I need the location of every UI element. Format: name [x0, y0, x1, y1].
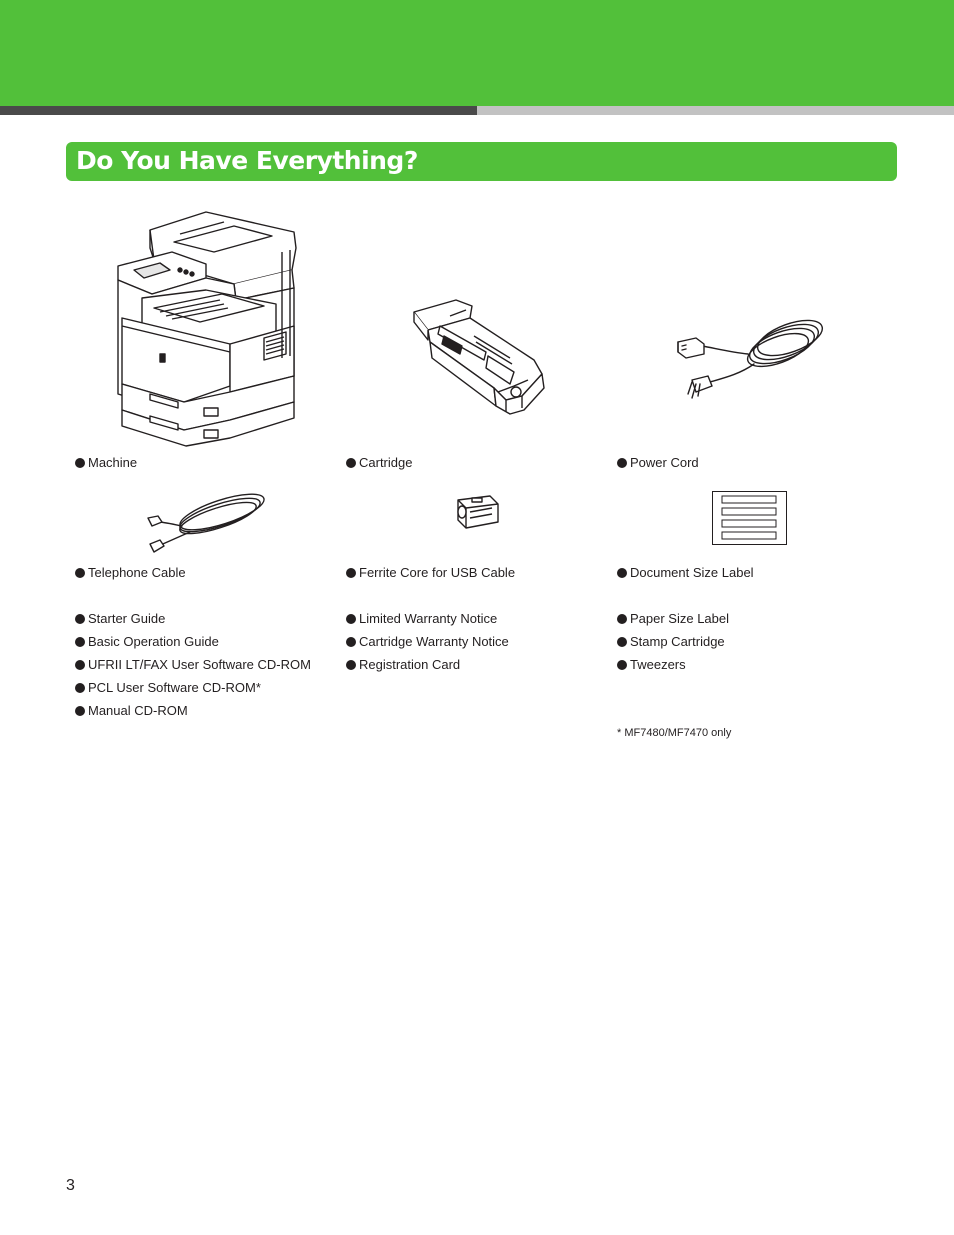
item-cartridge — [346, 455, 412, 471]
bullet-icon — [75, 568, 85, 578]
bullet-icon — [75, 614, 85, 624]
power-cord-illustration — [670, 312, 830, 404]
item-label: Stamp Cartridge — [630, 634, 725, 649]
item-label: Tweezers — [630, 657, 686, 672]
page-number: 3 — [66, 1177, 75, 1194]
item-label: Cartridge — [359, 455, 413, 470]
item-label: Basic Operation Guide — [88, 634, 219, 649]
item-label: UFRII LT/FAX User Software CD-ROM — [88, 657, 311, 672]
list-item — [346, 634, 509, 650]
item-label: Telephone Cable — [88, 565, 186, 580]
item-label: Cartridge Warranty Notice — [359, 634, 509, 649]
bullet-icon — [75, 683, 85, 693]
item-label: Power Cord — [630, 455, 699, 470]
item-label: Manual CD-ROM — [88, 703, 188, 718]
bullet-icon — [346, 458, 356, 468]
title-bar — [66, 142, 897, 181]
item-machine — [75, 455, 137, 471]
item-label: Registration Card — [359, 657, 461, 672]
list-item — [75, 634, 219, 650]
bullet-icon — [617, 568, 627, 578]
list-item — [617, 611, 729, 627]
list-item — [75, 703, 188, 719]
cartridge-illustration — [410, 296, 550, 416]
list-item — [75, 611, 165, 627]
item-telephone-cable — [75, 565, 186, 581]
header-rule-light — [477, 106, 954, 115]
bullet-icon — [75, 660, 85, 670]
machine-illustration — [114, 208, 300, 448]
item-label: Limited Warranty Notice — [359, 611, 498, 626]
bullet-icon — [346, 637, 356, 647]
list-item — [617, 657, 686, 673]
list-item — [617, 634, 725, 650]
item-label: Machine — [88, 455, 138, 470]
bullet-icon — [617, 637, 627, 647]
item-label: Document Size Label — [630, 565, 754, 580]
list-item — [346, 657, 460, 673]
top-green-band — [0, 0, 954, 106]
footnote: * MF7480/MF7470 only — [617, 727, 732, 739]
header-rule-dark — [0, 106, 477, 115]
bullet-icon — [75, 458, 85, 468]
item-label: Paper Size Label — [630, 611, 730, 626]
ferrite-core-illustration — [452, 492, 504, 532]
item-ferrite-core — [346, 565, 515, 581]
list-item — [75, 680, 261, 696]
item-document-size-label — [617, 565, 754, 581]
bullet-icon — [75, 706, 85, 716]
list-item — [346, 611, 497, 627]
bullet-icon — [617, 614, 627, 624]
list-item — [75, 657, 311, 673]
bullet-icon — [346, 660, 356, 670]
page-title: Do You Have Everything? — [76, 146, 418, 175]
bullet-icon — [617, 660, 627, 670]
item-label: PCL User Software CD-ROM* — [88, 680, 261, 695]
item-power-cord — [617, 455, 699, 471]
bullet-icon — [346, 568, 356, 578]
bullet-icon — [75, 637, 85, 647]
document-size-label-illustration — [712, 491, 788, 547]
bullet-icon — [346, 614, 356, 624]
item-label: Starter Guide — [88, 611, 166, 626]
telephone-cable-illustration — [146, 480, 270, 556]
item-label: Ferrite Core for USB Cable — [359, 565, 516, 580]
bullet-icon — [617, 458, 627, 468]
